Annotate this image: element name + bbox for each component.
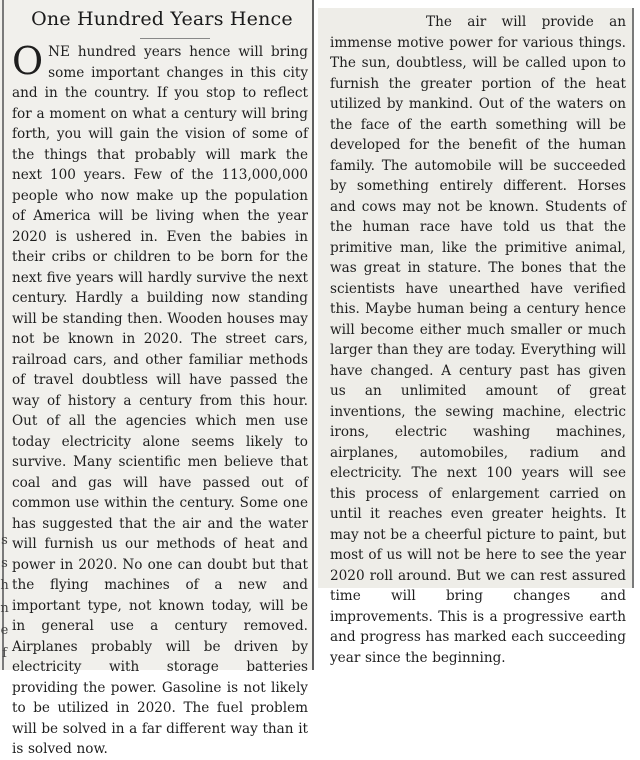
article-body-left: [12, 39, 308, 760]
margin-fragment: f: [2, 645, 7, 661]
article-paragraph-right: The air will provide an immense motive power for various things. The sun, doubtless, will be called upon to furnish the greater portion of the heat utilized by mankind. Out of the waters on the face of the earth something will be developed for the benefit of the human family. The automobile will be succeeded by something entirely different. Horses and cows may not be known. Students of the human race have told us that the primitive man, like the primitive animal, was great in stature. The bones that the scientists have unearthed have verified this. Maybe human being a century hence will become either much smaller or much larger than they are today. Everything will have changed. A century past has given us an unlimited amount of great inventions, the sewing machine, electric irons, electric washing machines, airplanes, automobiles, radium and electricity. The next 100 years will see this process of enlargement carried on until it reaches even greater heights. It may not be a cheerful picture to paint, but most of us will not be here to see the year 2020 roll around. But we can rest assured time will bring changes and improvements. This is a progressive earth and progress has marked each succeeding year since the beginning.: [330, 14, 626, 666]
headline-divider: [140, 38, 210, 39]
margin-fragment: s: [1, 533, 8, 548]
center-column-rule: [312, 0, 314, 670]
right-column-rule: [632, 8, 634, 588]
margin-fragment: s: [1, 555, 8, 571]
margin-fragment: n: [0, 600, 9, 616]
article-paragraph-left: NE hundred years hence will bring some important changes in this city and in the country. If you stop to reflect for a moment on what a century will bring forth, you will gain the vision of some of the things that probably will mark the next 100 years. Few of the 113,000,000 people who now make up the population of America will be living when the year 2020 is ushered in. Even the babies in their cribs or children to be born for the next five years will hardly survive the next century. Hardly a building now standing will be standing then. Wooden houses may not be known in 2020. The street cars, railroad cars, and other familiar methods of travel doubtless will have passed the way of history a century from this hour. Out of all the agencies which men use today electricity alone seems likely to survive. Many scientific men believe that coal and gas will have passed out of common use within the century. Some one has suggested that the air and the water will furnish us our methods of heat and power in 2020. No one can doubt but that the flying machines of a new and important type, not known today, will be in general use a century removed. Airplanes probably will be driven by electricity with storage batteries providing the power. Gasoline is not likely to be utilized in 2020. The fuel problem will be solved in a far different way than it is solved now.: [12, 44, 308, 757]
article-body-right: [330, 12, 626, 668]
article-headline: One Hundred Years Hence: [31, 8, 293, 30]
margin-fragment: h: [0, 578, 9, 594]
margin-fragments: [0, 0, 9, 670]
drop-cap: O: [12, 39, 44, 83]
margin-fragment: e: [0, 623, 9, 639]
